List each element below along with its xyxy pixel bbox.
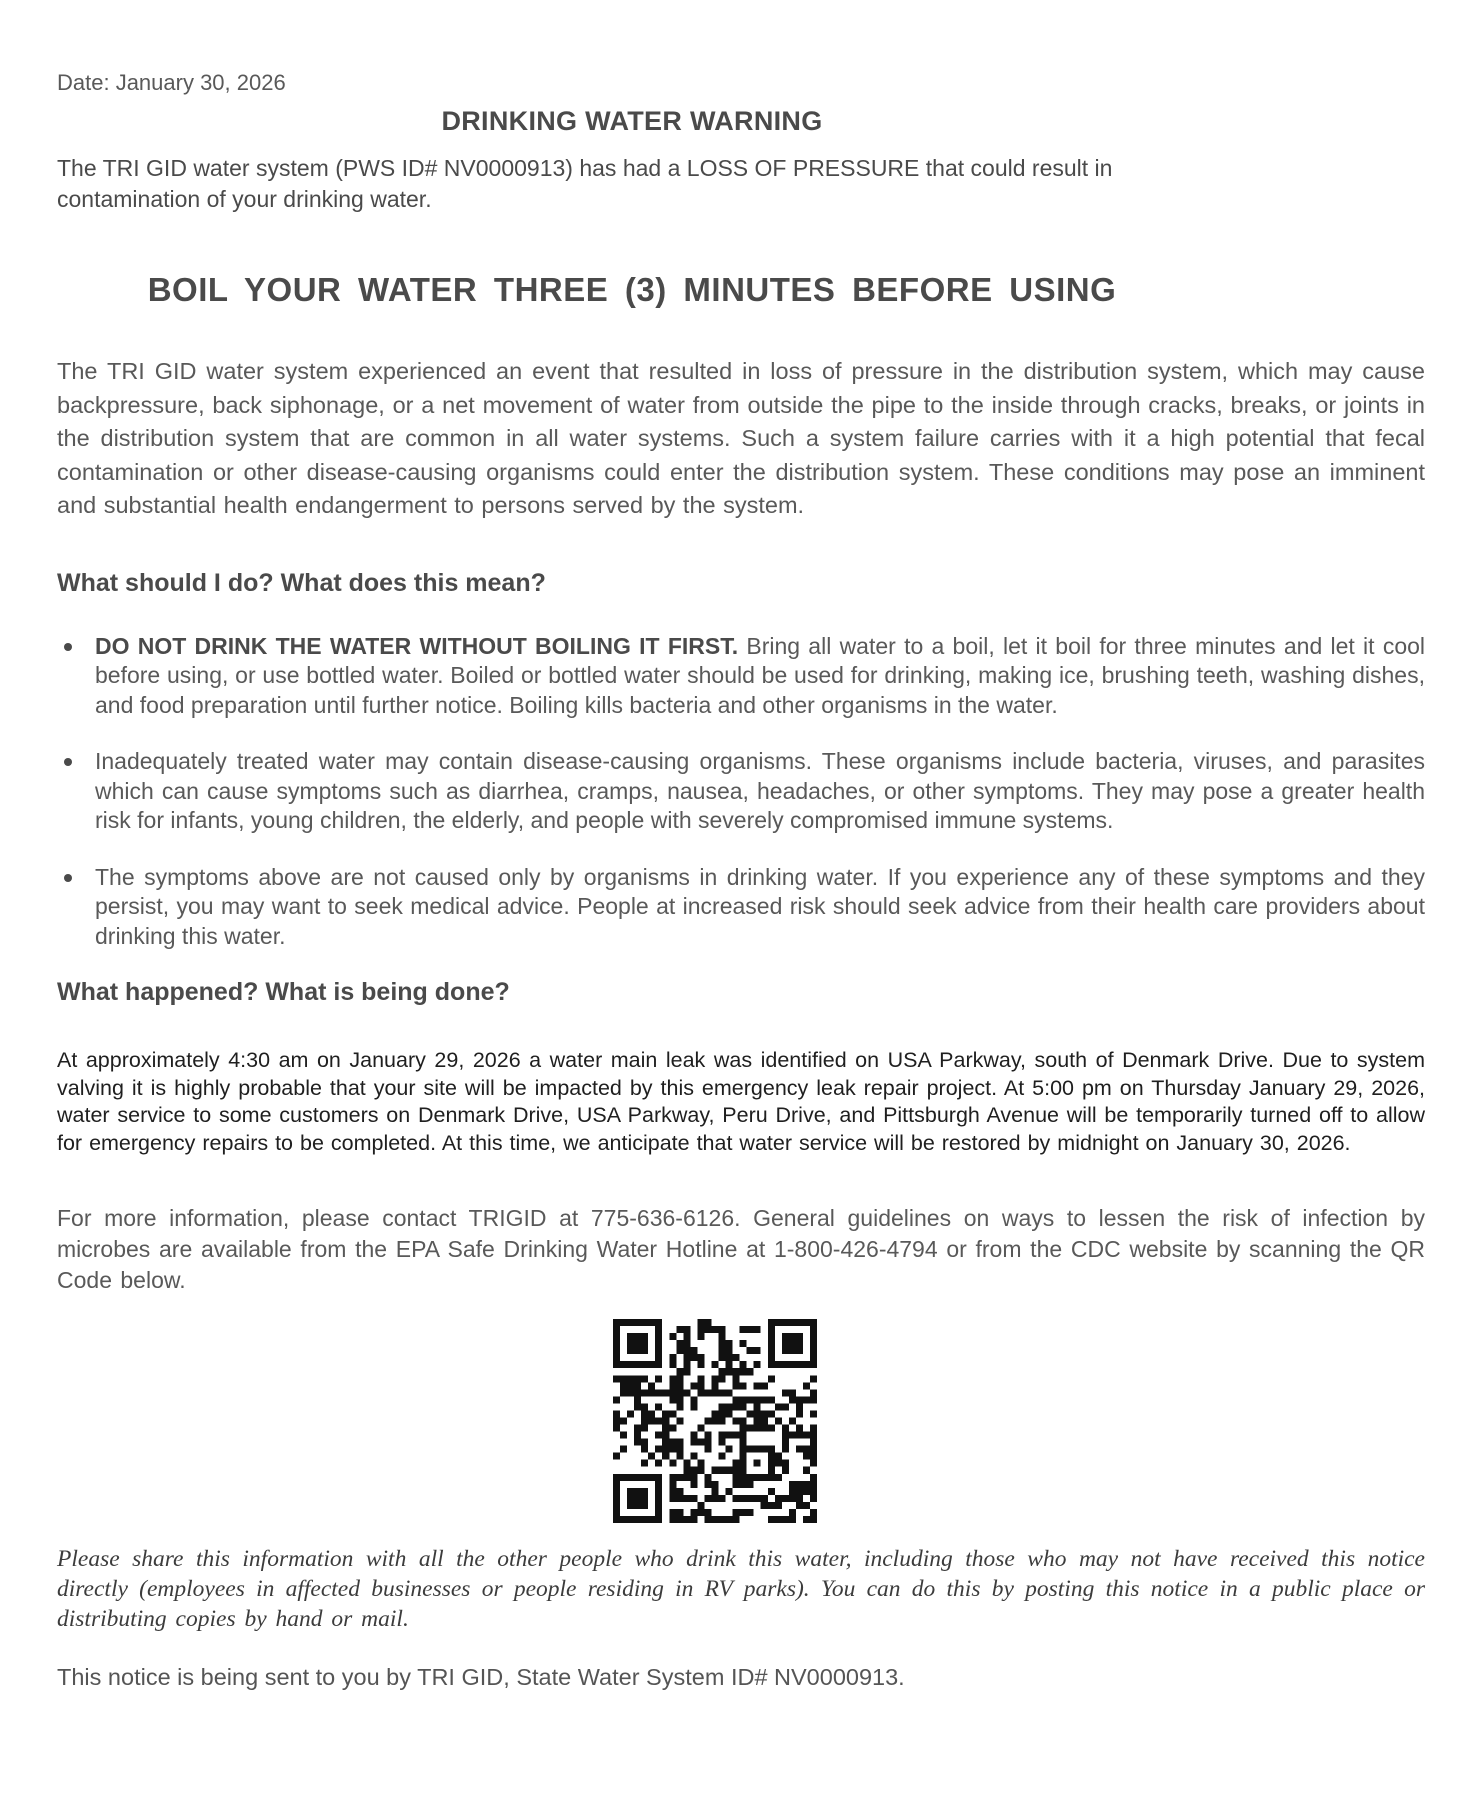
bullet-item-inadequately-treated: [57, 747, 1425, 836]
title-block: [57, 106, 1207, 137]
contact-paragraph: For more information, please contact TRIGID at 775-636-6126. General guidelines on ways to lessen the risk of infection by microbes are available from the EPA Safe Drinking Water Hotline at 1-800-426-4794 or from the CDC website by scanning the QR Code below.: [57, 1205, 1425, 1293]
section-heading-what-should-i-do: What should I do? What does this mean?: [57, 568, 546, 597]
bullet-bold-lead: DO NOT DRINK THE WATER WITHOUT BOILING IT FIRST.: [95, 632, 739, 659]
bullet-item-symptoms: [57, 863, 1425, 952]
bullet-text: Bring all water to a boil, let it boil for three minutes and let it cool before using, or use bottled water. Boiled or bottled water should be used for drinking, making ice, brushing teeth, washing dishes, and food preparation until further notice. Boiling kills bacteria and other organisms in the water.: [95, 632, 1426, 718]
page-title: DRINKING WATER WARNING: [441, 106, 823, 136]
footer-note: This notice is being sent to you by TRI GID, State Water System ID# NV0000913.: [57, 1664, 905, 1690]
share-notice-paragraph: Please share this information with all the other people who drink this water, including those who may not have received this notice directly (employees in affected businesses or people residing in RV parks). You can do this by posting this notice in a public place or distributing copies by hand or mail.: [57, 1546, 1425, 1632]
advice-bullet-list: [57, 632, 1425, 952]
boil-heading-block: [57, 271, 1207, 309]
bullet-text: The symptoms above are not caused only by organisms in drinking water. If you experience any of these symptoms and they persist, you may want to seek medical advice. People at increased risk should seek advice from their health care providers about drinking this water.: [95, 863, 1425, 949]
section-heading-what-happened: What happened? What is being done?: [57, 978, 510, 1006]
bullet-dot-icon: [64, 758, 72, 766]
qr-code: [613, 1319, 817, 1528]
bullet-dot-icon: [64, 874, 72, 882]
bullet-item-do-not-drink: [57, 632, 1425, 721]
boil-water-heading: BOIL YOUR WATER THREE (3) MINUTES BEFORE USING: [147, 271, 1117, 308]
incident-paragraph: At approximately 4:30 am on January 29, 2026 a water main leak was identified on USA Parkway, south of Denmark Drive. Due to system valving it is highly probable that your site will be impacted by this emergency leak repair project. At 5:00 pm on Thursday January 29, 2026, water service to some customers on Denmark Drive, USA Parkway, Peru Drive, and Pittsburgh Avenue will be temporarily turned off to allow for emergency repairs to be completed. At this time, we anticipate that water service will be restored by midnight on January 30, 2026.: [57, 1048, 1425, 1155]
bullet-dot-icon: [64, 643, 72, 651]
event-paragraph: The TRI GID water system experienced an event that resulted in loss of pressure in the distribution system, which may cause backpressure, back siphonage, or a net movement of water from outside the pipe to the inside through cracks, breaks, or joints in the distribution system that are common in all water systems. Such a system failure carries with it a high potential that fecal contamination or other disease-causing organisms could enter the distribution system. These conditions may pose an imminent and substantial health endangerment to persons served by the system.: [57, 358, 1425, 518]
bullet-text: Inadequately treated water may contain disease-causing organisms. These organisms include bacteria, viruses, and parasites which can cause symptoms such as diarrhea, cramps, nausea, headaches, or other symptoms. They may pose a greater health risk for infants, young children, the elderly, and people with severely compromised immune systems.: [95, 748, 1425, 833]
intro-paragraph: The TRI GID water system (PWS ID# NV0000913) has had a LOSS OF PRESSURE that could result in contamination of your drinking water.: [57, 155, 1113, 212]
date-line: Date: January 30, 2026: [57, 70, 286, 95]
qr-code-image: [613, 1319, 817, 1523]
